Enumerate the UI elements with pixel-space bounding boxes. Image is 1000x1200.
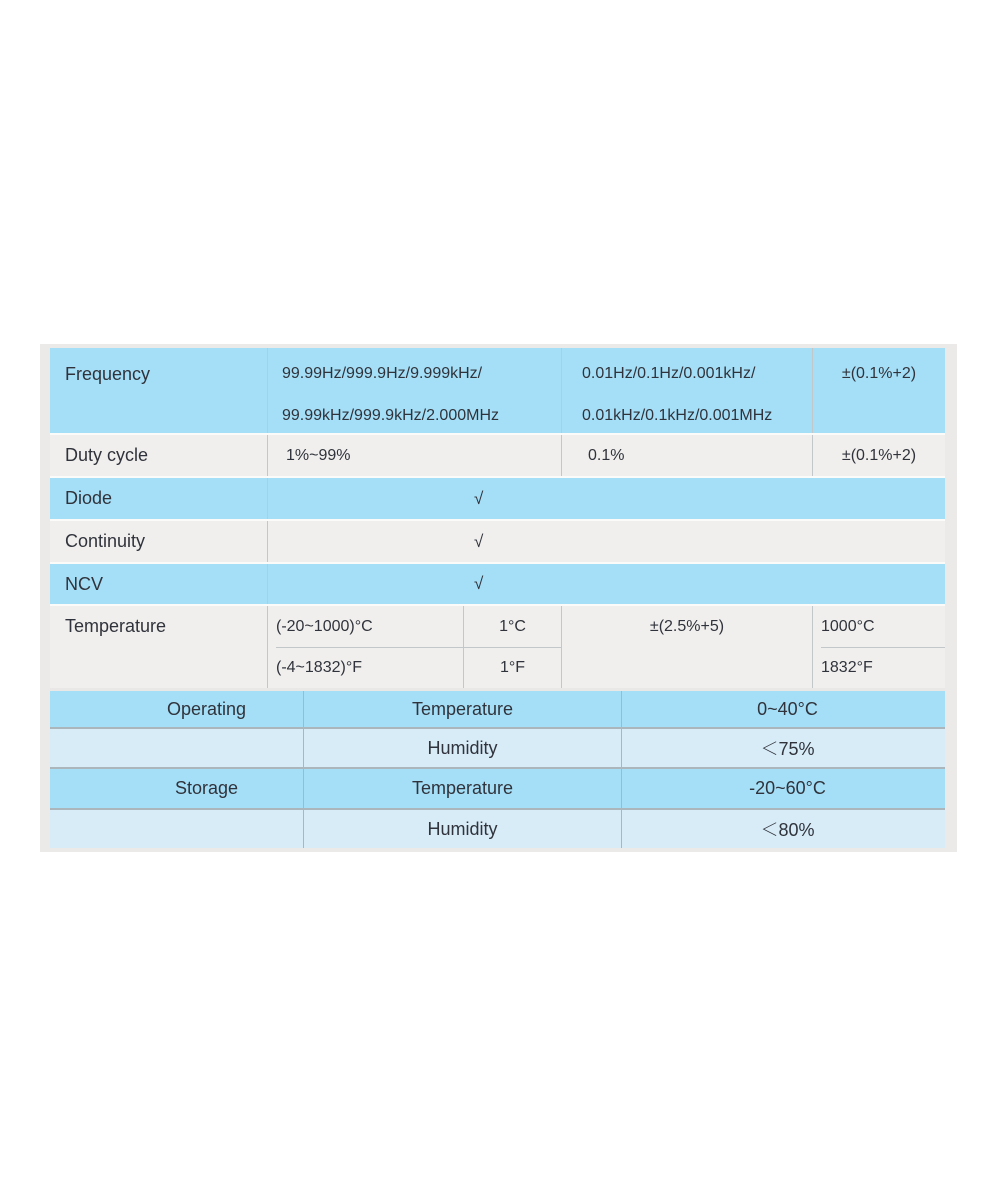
duty-cycle-accuracy: ±(0.1%+2) bbox=[812, 435, 945, 476]
temperature-resolution-fahrenheit: 1°F bbox=[464, 647, 561, 688]
ncv-check: √ bbox=[267, 564, 945, 604]
ncv-label: NCV bbox=[65, 574, 104, 594]
row-continuity bbox=[50, 521, 945, 562]
duty-cycle-resolution: 0.1% bbox=[561, 435, 812, 476]
row-ncv bbox=[50, 564, 945, 604]
operating-humidity-group bbox=[50, 729, 303, 767]
operating-humidity-value: ＜75% bbox=[621, 729, 945, 767]
temperature-max-cell bbox=[812, 606, 945, 688]
operating-temperature-value: 0~40°C bbox=[621, 691, 945, 727]
temperature-range-fahrenheit: (-4~1832)°F bbox=[276, 647, 463, 688]
frequency-accuracy-cell bbox=[812, 348, 945, 433]
storage-temperature-value: -20~60°C bbox=[621, 769, 945, 808]
duty-cycle-range: 1%~99% bbox=[267, 435, 561, 476]
frequency-accuracy: ±(0.1%+2) bbox=[841, 365, 917, 382]
row-diode bbox=[50, 478, 945, 519]
row-frequency bbox=[50, 348, 945, 433]
diode-check: √ bbox=[267, 478, 945, 519]
operating-temperature-param: Temperature bbox=[303, 691, 621, 727]
temperature-resolution-cell bbox=[463, 606, 561, 688]
diode-label: Diode bbox=[65, 488, 113, 508]
duty-cycle-label: Duty cycle bbox=[65, 445, 149, 465]
spec-table bbox=[50, 348, 945, 848]
operating-humidity-param: Humidity bbox=[303, 729, 621, 767]
temperature-range-cell bbox=[267, 606, 463, 688]
row-storage-humidity bbox=[50, 810, 945, 848]
row-duty-cycle bbox=[50, 435, 945, 476]
temperature-max-celsius: 1000°C bbox=[821, 618, 875, 635]
frequency-resolution-line2: 0.01kHz/0.1kHz/0.001MHz bbox=[582, 407, 773, 424]
temperature-label: Temperature bbox=[65, 616, 167, 636]
frequency-resolution-cell bbox=[561, 348, 812, 433]
temperature-max-fahrenheit: 1832°F bbox=[821, 647, 945, 688]
frequency-range-line1: 99.99Hz/999.9Hz/9.999kHz/ bbox=[282, 365, 483, 382]
frequency-label: Frequency bbox=[65, 364, 151, 384]
continuity-label: Continuity bbox=[65, 531, 146, 551]
temperature-range-celsius: (-20~1000)°C bbox=[276, 618, 373, 635]
row-temperature bbox=[50, 606, 945, 688]
row-operating-temperature bbox=[50, 691, 945, 727]
storage-humidity-param: Humidity bbox=[303, 810, 621, 848]
continuity-check: √ bbox=[267, 521, 945, 562]
storage-group-label: Storage bbox=[174, 778, 239, 798]
frequency-range-line2: 99.99kHz/999.9kHz/2.000MHz bbox=[282, 407, 499, 424]
row-operating-humidity bbox=[50, 729, 945, 767]
operating-group-label: Operating bbox=[166, 698, 247, 719]
spec-table-frame bbox=[40, 344, 957, 852]
storage-temperature-param: Temperature bbox=[303, 769, 621, 808]
frequency-resolution-line1: 0.01Hz/0.1Hz/0.001kHz/ bbox=[582, 365, 756, 382]
storage-humidity-value: ＜80% bbox=[621, 810, 945, 848]
row-storage-temperature bbox=[50, 769, 945, 808]
frequency-range-cell bbox=[267, 348, 561, 433]
storage-humidity-group bbox=[50, 810, 303, 848]
temperature-resolution-celsius: 1°C bbox=[499, 618, 526, 635]
temperature-accuracy: ±(2.5%+5) bbox=[561, 606, 812, 688]
